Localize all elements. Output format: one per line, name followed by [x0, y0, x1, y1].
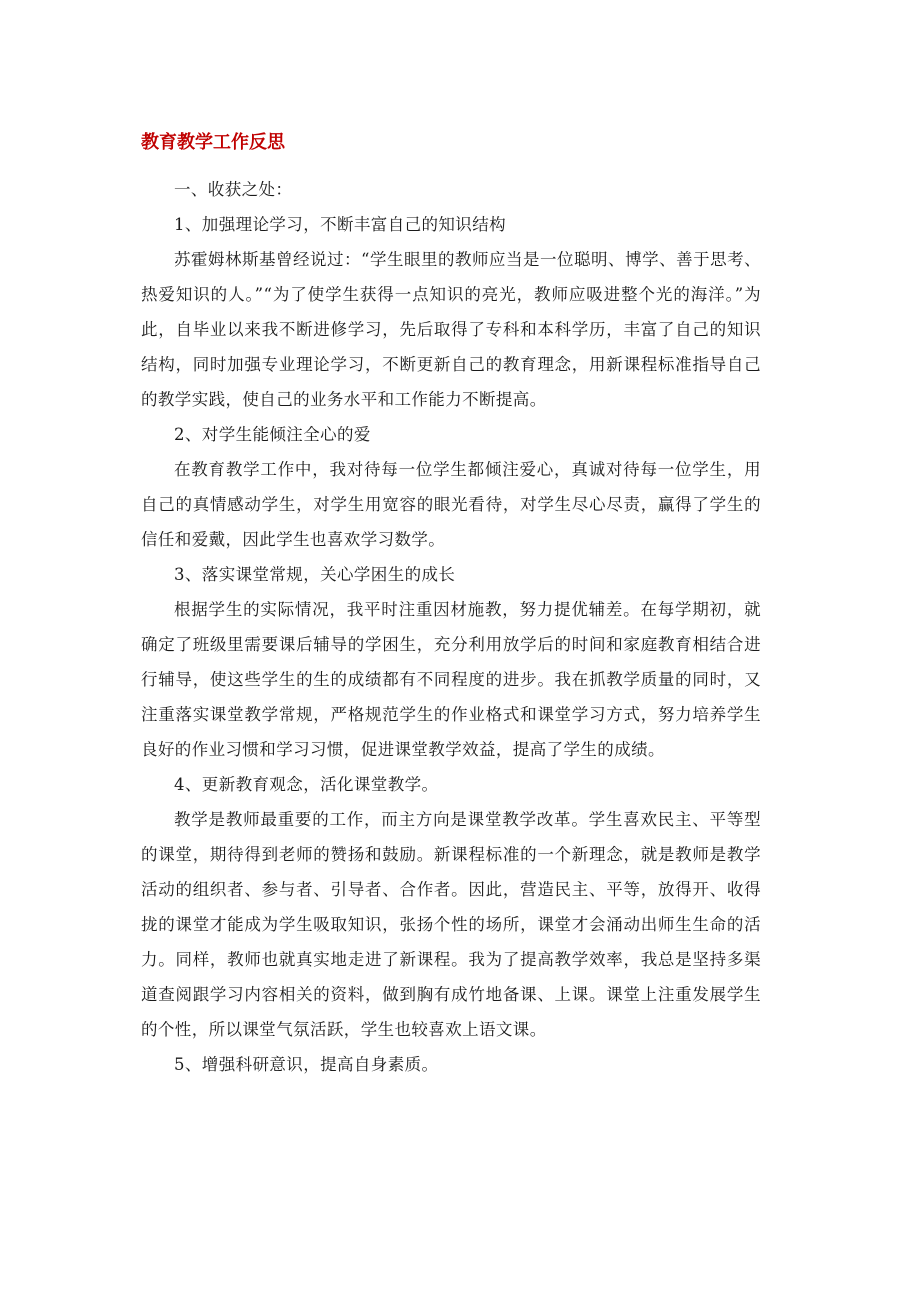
- paragraph-update-concepts: 教学是教师最重要的工作，而主方向是课堂教学改革。学生喜欢民主、平等型的课堂，期待得到老师的赞扬和鼓励。新课程标准的一个新理念，就是教师是教学活动的组织者、参与者、引导者、合作者。因此，营造民主、平等，放得开、收得拢的课堂才能成为学生吸取知识，张扬个性的场所，课堂才会涌动出师生生命的活力。同样，教师也就真实地走进了新课程。我为了提高教学效率，我总是坚持多渠道查阅跟学习内容相关的资料，做到胸有成竹地备课、上课。课堂上注重发展学生的个性，所以课堂气氛活跃，学生也较喜欢上语文课。: [141, 810, 761, 1039]
- subheading-classroom-routine: 3、落实课堂常规，关心学困生的成长: [174, 565, 456, 584]
- document-title: 教育教学工作反思: [141, 132, 285, 153]
- document-body: [141, 172, 761, 1082]
- paragraph-theory-study: 苏霍姆林斯基曾经说过：“学生眼里的教师应当是一位聪明、博学、善于思考、热爱知识的人。”“为了使学生获得一点知识的亮光，教师应吸进整个光的海洋。”为此，自毕业以来我不断进修学习，先后取得了专科和本科学历，丰富了自己的知识结构，同时加强专业理论学习，不断更新自己的教育理念，用新课程标准指导自己的教学实践，使自己的业务水平和工作能力不断提高。: [141, 250, 761, 409]
- paragraph-love-students: 在教育教学工作中，我对待每一位学生都倾注爱心，真诚对待每一位学生，用自己的真情感动学生，对学生用宽容的眼光看待，对学生尽心尽责，赢得了学生的信任和爱戴，因此学生也喜欢学习数学。: [141, 460, 761, 549]
- paragraph-classroom-routine: 根据学生的实际情况，我平时注重因材施教，努力提优辅差。在每学期初，就确定了班级里需要课后辅导的学困生，充分利用放学后的时间和家庭教育相结合进行辅导，使这些学生的生的成绩都有不同程度的进步。我在抓教学质量的同时，又注重落实课堂教学常规，严格规范学生的作业格式和课堂学习方式，努力培养学生良好的作业习惯和学习习惯，促进课堂教学效益，提高了学生的成绩。: [141, 600, 761, 759]
- subheading-research-awareness: 5、增强科研意识，提高自身素质。: [174, 1055, 439, 1074]
- subheading-love-students: 2、对学生能倾注全心的爱: [174, 425, 371, 444]
- document-page: [141, 0, 761, 1302]
- section-heading-gains: 一、收获之处：: [174, 180, 293, 199]
- subheading-update-concepts: 4、更新教育观念，活化课堂教学。: [174, 775, 439, 794]
- subheading-theory-study: 1、加强理论学习，不断丰富自己的知识结构: [174, 215, 506, 234]
